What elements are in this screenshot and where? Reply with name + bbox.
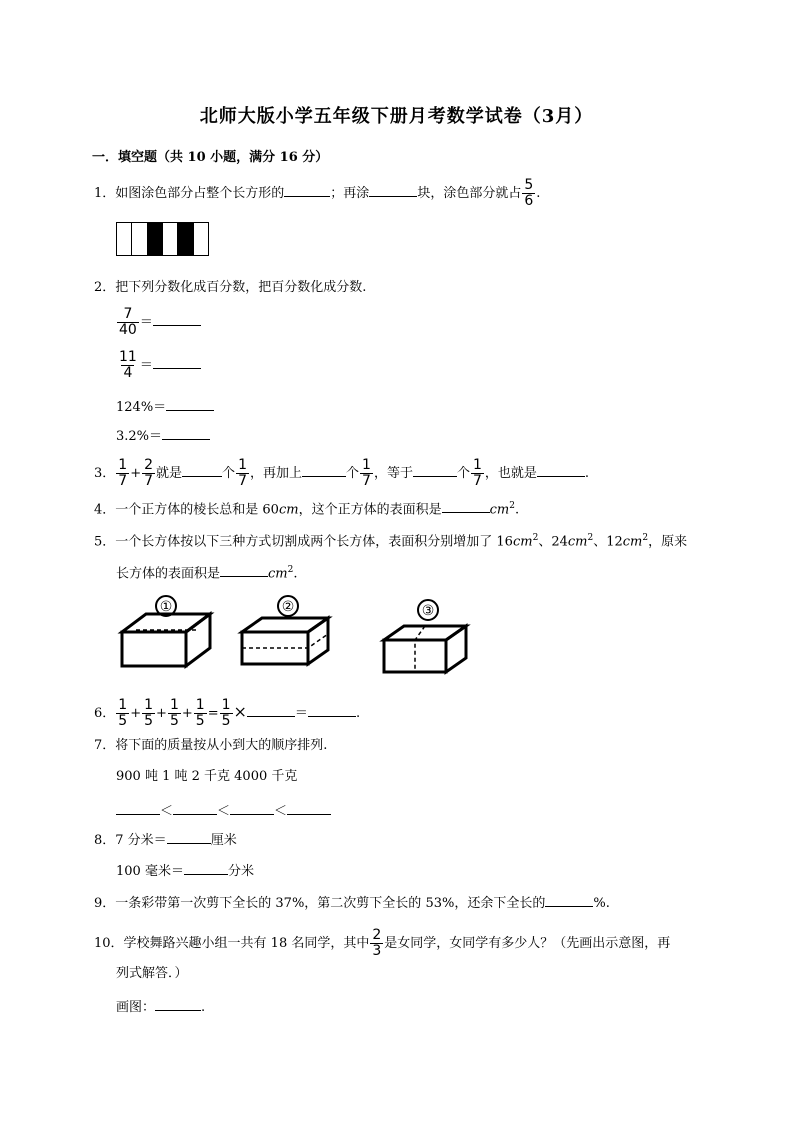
q6-fraction: $\frac{1}{5}$ xyxy=(221,697,231,729)
q7-answer-row xyxy=(116,800,331,822)
q7-blank-1[interactable] xyxy=(116,800,160,815)
q9-text: 一条彩带第一次剪下全长的 37%，第二次剪下全长的 53%，还余下全长的 xyxy=(115,896,546,911)
figure-cell-shaded xyxy=(178,223,193,255)
q9-end: %. xyxy=(593,896,610,911)
q10-fraction: $\frac{2}{3}$ xyxy=(372,927,382,959)
q2-percent-1: 124%＝ xyxy=(116,400,167,415)
q3-text-b: ，再加上 xyxy=(249,466,302,481)
q4-unit: cm xyxy=(278,502,299,518)
q6-plus: + xyxy=(130,706,142,721)
q8-unit-a: 厘米 xyxy=(210,833,237,848)
q7-blank-2[interactable] xyxy=(173,800,217,815)
q3-ge: 个 xyxy=(222,466,236,481)
q1-number: 1． xyxy=(94,186,116,201)
q3-blank-2[interactable] xyxy=(302,462,346,477)
q7-items: 900 吨 1 吨 2 千克 4000 千克 xyxy=(116,769,298,784)
q10-text-b: 是女同学，女同学有多少人？（先画出示意图，再 xyxy=(384,936,671,951)
q10-end: . xyxy=(201,1000,206,1015)
q2-item-3 xyxy=(116,396,214,418)
figure-3-label: ③ xyxy=(421,603,435,619)
q3-text-c: ，等于 xyxy=(373,466,413,481)
q5-sq: 2 xyxy=(642,533,649,543)
question-2 xyxy=(94,278,366,298)
question-5 xyxy=(94,528,687,552)
q7-number: 7． xyxy=(94,738,116,753)
q3-blank-1[interactable] xyxy=(182,462,222,477)
q1-fraction: $\frac{5}{6}$ xyxy=(524,177,534,209)
q7-blank-4[interactable] xyxy=(287,800,331,815)
q2-number: 2． xyxy=(94,280,116,295)
q7-blank-3[interactable] xyxy=(230,800,274,815)
q8-text-b: 100 毫米＝ xyxy=(116,864,184,879)
question-8 xyxy=(94,829,237,851)
q5-unit: cm xyxy=(268,566,288,582)
q3-blank-4[interactable] xyxy=(537,462,585,477)
q1-text-b: ；再涂 xyxy=(330,186,370,201)
q10-text-a: 学校舞路兴趣小组一共有 18 名同学，其中 xyxy=(123,936,370,951)
q2-eq: ＝ xyxy=(139,315,153,330)
q6-end: . xyxy=(355,706,361,721)
q6-blank-1[interactable] xyxy=(247,702,295,717)
cuboid-figure-2 xyxy=(242,596,328,664)
q1-blank-2[interactable] xyxy=(369,182,417,197)
q4-text-b: ，这个正方体的表面积是 xyxy=(298,502,442,518)
q6-blank-2[interactable] xyxy=(308,702,356,717)
question-1 xyxy=(94,178,540,209)
q6-fraction: $\frac{1}{5}$ xyxy=(144,697,154,729)
q4-number: 4． xyxy=(94,502,116,518)
q3-end: . xyxy=(584,466,590,481)
q5-sq: 2 xyxy=(532,533,539,543)
q3-fraction-1: $\frac{1}{7}$ xyxy=(118,457,128,489)
question-5-line2 xyxy=(116,560,298,584)
shaded-rectangle-figure xyxy=(116,222,209,256)
q1-end: . xyxy=(536,186,541,201)
q2-blank-2[interactable] xyxy=(153,354,201,369)
q2-blank-3[interactable] xyxy=(166,396,214,411)
question-10 xyxy=(94,928,670,959)
q4-unit2: cm xyxy=(489,502,510,518)
q2-blank-4[interactable] xyxy=(162,425,210,440)
q2-blank-1[interactable] xyxy=(153,311,201,326)
q4-end: . xyxy=(514,502,520,518)
cuboid-cut-figures xyxy=(110,590,472,682)
q8-blank-2[interactable] xyxy=(184,860,228,875)
figure-cell xyxy=(132,223,147,255)
q5-sq: 2 xyxy=(587,533,594,543)
q8-text-a: 7 分米＝ xyxy=(115,833,167,848)
q1-text-a: 如图涂色部分占整个长方形的 xyxy=(115,186,285,201)
page-title: 北师大版小学五年级下册月考数学试卷（3月） xyxy=(199,106,594,127)
q2-percent-2: 3.2%＝ xyxy=(116,429,163,444)
q6-fraction: $\frac{1}{5}$ xyxy=(118,697,128,729)
q4-text-a: 一个正方体的棱长总和是 60 xyxy=(115,502,279,518)
q1-text-c: 块，涂色部分就占 xyxy=(417,186,522,201)
q10-line3 xyxy=(116,996,205,1018)
q9-blank[interactable] xyxy=(545,892,593,907)
cuboid-figure-3 xyxy=(384,600,466,672)
q3-ge: 个 xyxy=(456,466,470,481)
q4-sq: 2 xyxy=(509,501,515,511)
q5-sep1: 、24 xyxy=(538,534,568,550)
q3-blank-3[interactable] xyxy=(413,462,457,477)
q5-unit: cm xyxy=(622,534,643,550)
q6-fraction: $\frac{1}{5}$ xyxy=(195,697,205,729)
q10-blank[interactable] xyxy=(155,996,201,1011)
q6-times: × xyxy=(233,702,247,721)
q2-item-4 xyxy=(116,425,210,447)
q8-blank-1[interactable] xyxy=(167,829,211,844)
q7-lt: ＜ xyxy=(217,804,231,819)
q5-sep2: 、12 xyxy=(593,534,623,550)
question-7 xyxy=(94,736,327,756)
figure-cell xyxy=(194,223,208,255)
figure-cell xyxy=(117,223,132,255)
q3-ge: 个 xyxy=(346,466,360,481)
q9-number: 9． xyxy=(94,896,116,911)
q5-blank[interactable] xyxy=(220,562,268,577)
question-4 xyxy=(94,496,519,520)
q5-text-b: ，原来 xyxy=(648,534,688,550)
figure-2-label: ② xyxy=(281,599,295,615)
q6-plus: + xyxy=(181,706,193,721)
question-3 xyxy=(94,458,589,489)
q3-number: 3． xyxy=(94,466,116,481)
q5-line2: 长方体的表面积是 xyxy=(116,566,221,582)
section-heading: 一．填空题（共 10 小题，满分 16 分） xyxy=(92,150,329,165)
q3-plus: + xyxy=(130,466,142,481)
q10-number: 10． xyxy=(94,936,124,951)
q5-unit: cm xyxy=(512,534,533,550)
q2-text: 把下列分数化成百分数，把百分数化成分数. xyxy=(115,280,367,295)
q5-unit: cm xyxy=(567,534,588,550)
q7-lt: ＜ xyxy=(160,804,174,819)
q4-blank[interactable] xyxy=(442,498,490,513)
question-9 xyxy=(94,892,610,914)
q8-number: 8． xyxy=(94,833,116,848)
question-6 xyxy=(94,698,360,729)
figure-cell-shaded xyxy=(148,223,163,255)
q2-fraction-2: $\frac{11}{4}$ xyxy=(119,349,137,381)
q7-text: 将下面的质量按从小到大的顺序排列. xyxy=(115,738,328,753)
figure-cell xyxy=(163,223,178,255)
q1-blank-1[interactable] xyxy=(284,182,330,197)
q3-fraction-3: $\frac{1}{7}$ xyxy=(238,457,247,489)
q2-item-2 xyxy=(116,350,201,381)
q5-sq: 2 xyxy=(287,565,294,575)
q2-item-1 xyxy=(116,307,201,338)
q6-eq: = xyxy=(207,706,219,721)
q6-fraction: $\frac{1}{5}$ xyxy=(169,697,179,729)
q10-draw-label: 画图： xyxy=(116,1000,156,1015)
q10-line2: 列式解答．） xyxy=(116,966,188,981)
q3-fraction-2: $\frac{2}{7}$ xyxy=(144,457,154,489)
q6-number: 6． xyxy=(94,706,116,721)
cuboid-figure-1 xyxy=(122,596,210,666)
q2-fraction-1: $\frac{7}{40}$ xyxy=(119,306,137,338)
q6-plus: + xyxy=(156,706,167,721)
q5-end: . xyxy=(293,566,298,582)
q2-eq: ＝ xyxy=(139,358,153,373)
q3-text-a: 就是 xyxy=(156,466,183,481)
q6-eq2: ＝ xyxy=(294,706,308,721)
q3-text-d: ，也就是 xyxy=(484,466,537,481)
q5-text-a: 一个长方体按以下三种方式切割成两个长方体，表面积分别增加了 16 xyxy=(115,534,513,550)
question-8-line2 xyxy=(116,860,254,882)
q7-lt: ＜ xyxy=(274,804,288,819)
q8-unit-b: 分米 xyxy=(227,864,254,879)
q5-number: 5． xyxy=(94,534,116,550)
q3-fraction-4: $\frac{1}{7}$ xyxy=(362,457,371,489)
q3-fraction-5: $\frac{1}{7}$ xyxy=(472,457,482,489)
figure-1-label: ① xyxy=(159,599,173,615)
